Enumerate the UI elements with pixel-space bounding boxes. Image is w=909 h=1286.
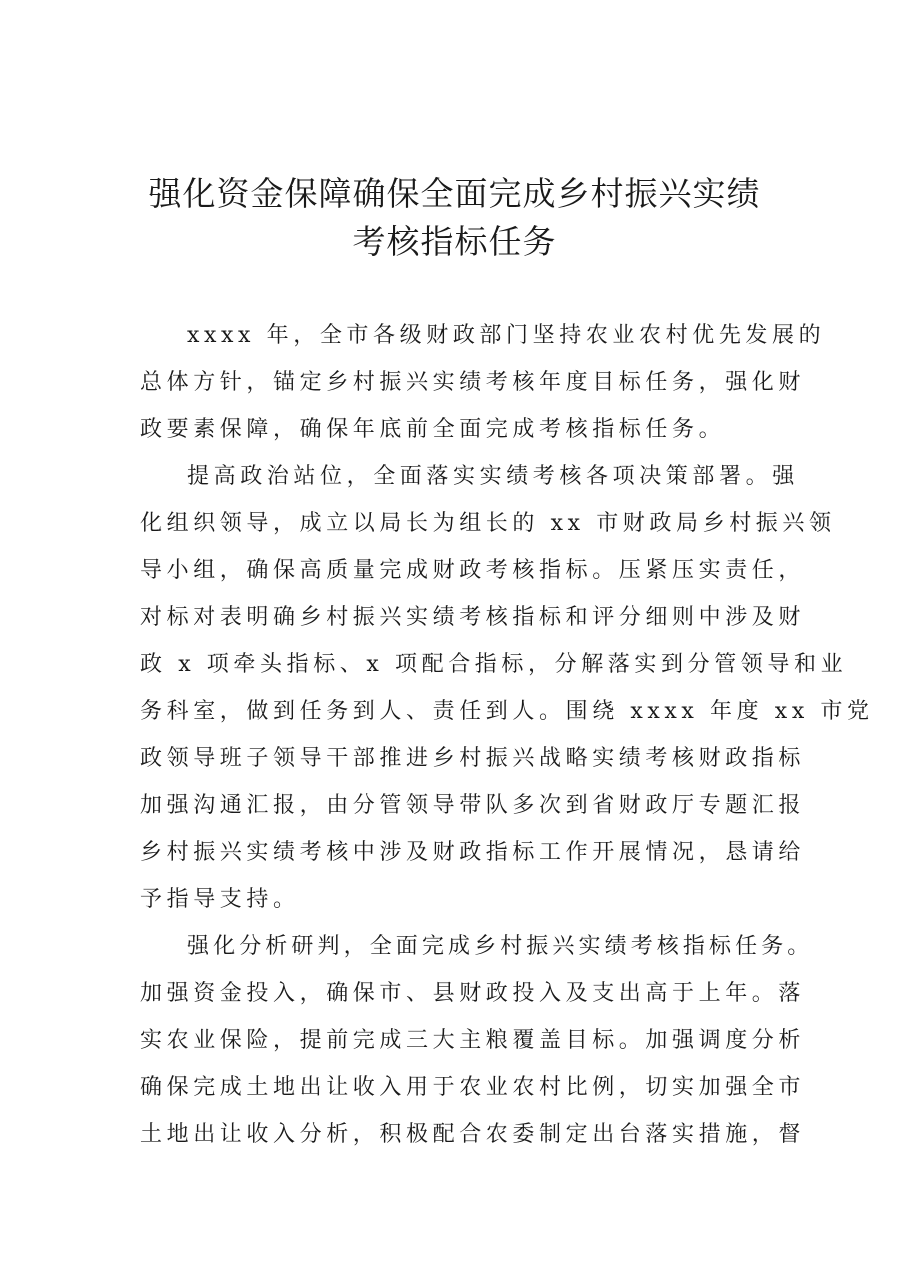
paragraph-2-line: 加强沟通汇报，由分管领导带队多次到省财政厅专题汇报	[140, 793, 806, 818]
paragraph-1-line: 总体方针，锚定乡村振兴实绩考核年度目标任务，强化财	[140, 370, 806, 395]
paragraph-3-line: 强化分析研判，全面完成乡村振兴实绩考核指标任务。	[187, 934, 814, 959]
paragraph-2-line: 导小组，确保高质量完成财政考核指标。压紧压实责任，	[140, 558, 806, 583]
paragraph-2-line: 乡村振兴实绩考核中涉及财政指标工作开展情况，恳请给	[140, 840, 806, 865]
paragraph-2-line: 对标对表明确乡村振兴实绩考核指标和评分细则中涉及财	[140, 605, 806, 630]
paragraph-2-line: 政领导班子领导干部推进乡村振兴战略实绩考核财政指标	[140, 746, 806, 771]
document-body	[140, 312, 874, 1158]
paragraph-2-line: 予指导支持。	[140, 887, 300, 912]
paragraph-3-line: 土地出让收入分析，积极配合农委制定出台落实措施，督	[140, 1122, 806, 1147]
paragraph-3-line: 加强资金投入，确保市、县财政投入及支出高于上年。落	[140, 981, 806, 1006]
paragraph-2-line: 化组织领导，成立以局长为组长的 xx 市财政局乡村振兴领	[140, 511, 836, 536]
paragraph-3-line: 实农业保险，提前完成三大主粮覆盖目标。加强调度分析	[140, 1028, 806, 1053]
paragraph-2-line: 务科室，做到任务到人、责任到人。围绕 xxxx 年度 xx 市党	[140, 699, 874, 724]
paragraph-3-line: 确保完成土地出让收入用于农业农村比例，切实加强全市	[140, 1075, 806, 1100]
document-title-line-1: 强化资金保障确保全面完成乡村振兴实绩	[148, 174, 761, 213]
document-title-line-2: 考核指标任务	[352, 222, 557, 261]
paragraph-2-line: 政 x 项牵头指标、x 项配合指标，分解落实到分管领导和业	[140, 652, 848, 677]
paragraph-1-line: 政要素保障，确保年底前全面完成考核指标任务。	[140, 417, 726, 442]
paragraph-1-line: xxxx 年，全市各级财政部门坚持农业农村优先发展的	[187, 323, 826, 348]
paragraph-2-line: 提高政治站位，全面落实实绩考核各项决策部署。强	[187, 464, 799, 489]
